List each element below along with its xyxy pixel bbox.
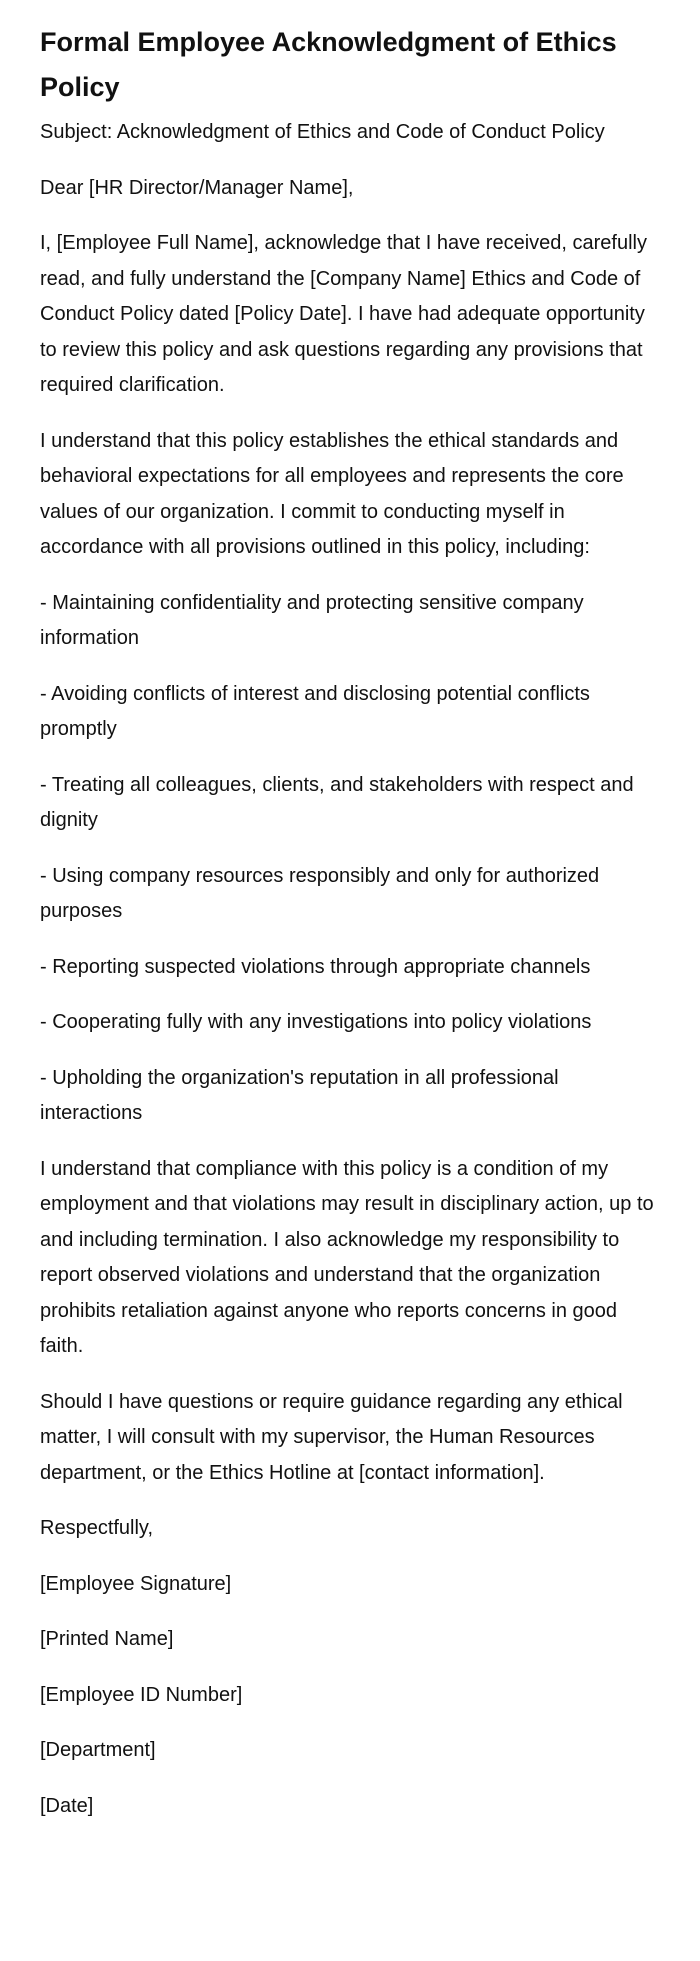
list-item: - Treating all colleagues, clients, and stakeholders with respect and dignity	[40, 773, 634, 831]
document-title: Formal Employee Acknowledgment of Ethics Policy	[40, 27, 617, 102]
compliance-paragraph: I understand that compliance with this policy is a condition of my employment and that violations may result in disciplinary action, up to and including termination. I also acknowledge my responsibility to report observed violations and understand that the organization prohibits retaliation against anyone who reports concerns in good faith.	[40, 1157, 654, 1357]
questions-paragraph: Should I have questions or require guidance regarding any ethical matter, I will consult with my supervisor, the Human Resources department, or the Ethics Hotline at [contact information].	[40, 1390, 623, 1484]
commitment-list	[40, 586, 662, 1132]
department-placeholder: [Department]	[40, 1739, 156, 1761]
subject-line: Subject: Acknowledgment of Ethics and Code of Conduct Policy	[40, 121, 605, 143]
signature-placeholder: [Employee Signature]	[40, 1572, 232, 1595]
signature-block	[40, 1567, 662, 1825]
list-item: - Maintaining confidentiality and protecting sensitive company information	[40, 591, 584, 649]
commitment-paragraph: I understand that this policy establishes the ethical standards and behavioral expectations for all employees and represents the core values of our organization. I commit to conducting myself in accordance with all provisions outlined in this policy, including:	[40, 429, 624, 558]
printed-name-placeholder: [Printed Name]	[40, 1628, 174, 1650]
list-item: - Upholding the organization's reputation in all professional interactions	[40, 1066, 559, 1124]
intro-paragraph: I, [Employee Full Name], acknowledge that I have received, carefully read, and fully understand the [Company Name] Ethics and Code of Conduct Policy dated [Policy Date]. I have had adequate opportunity to review this policy and ask questions regarding any provisions that required clarification.	[40, 232, 647, 396]
list-item: - Using company resources responsibly and only for authorized purposes	[40, 864, 600, 922]
list-item: - Cooperating fully with any investigations into policy violations	[40, 1011, 592, 1033]
closing-line: Respectfully,	[40, 1517, 154, 1539]
list-item: - Reporting suspected violations through appropriate channels	[40, 955, 591, 978]
employee-id-placeholder: [Employee ID Number]	[40, 1683, 243, 1706]
list-item: - Avoiding conflicts of interest and disclosing potential conflicts promptly	[40, 682, 590, 740]
date-placeholder: [Date]	[40, 1794, 94, 1817]
salutation: Dear [HR Director/Manager Name],	[40, 176, 354, 199]
